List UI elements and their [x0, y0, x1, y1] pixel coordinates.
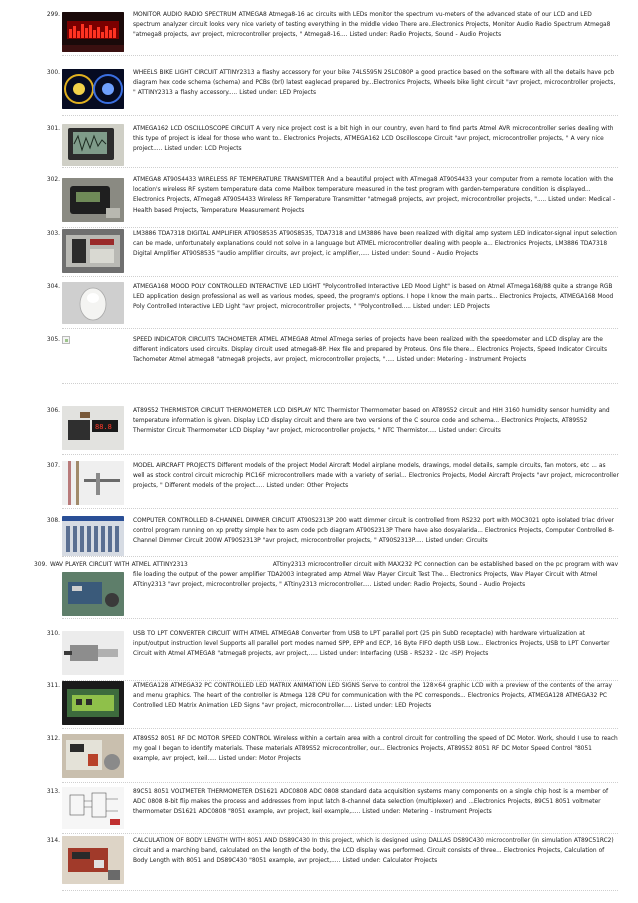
entry-title[interactable]: USB TO LPT CONVERTER CIRCUIT WITH ATMEL ATMEGA8	[133, 631, 300, 637]
entry-description	[133, 229, 619, 260]
list-item-311	[0, 681, 638, 733]
entry-number: 313.	[46, 789, 60, 795]
list-item-300	[0, 68, 638, 114]
entry-number: 310.	[46, 631, 60, 637]
entry-title[interactable]: MODEL AIRCRAFT PROJECTS	[133, 463, 216, 469]
divider	[62, 833, 618, 834]
divider	[62, 454, 618, 455]
entry-title[interactable]: AT89S52 8051 RF DC MOTOR SPEED CONTROL	[133, 736, 272, 742]
list-item-312	[0, 734, 638, 786]
entry-description	[133, 787, 619, 818]
bike-wheel-lights-photo	[62, 69, 124, 109]
thumbnail-image[interactable]	[62, 836, 124, 884]
list-item-314	[0, 836, 638, 894]
entry-title[interactable]: LM3886 TDA7318 DIGITAL AMPLIFIER AT90S8535	[133, 231, 278, 237]
entry-number: 307.	[46, 463, 60, 469]
entry-description	[133, 282, 619, 313]
thumbnail-image[interactable]	[62, 461, 124, 505]
divider	[62, 328, 618, 329]
entry-number: 314.	[46, 838, 60, 844]
usb-lpt-converter-photo	[62, 631, 124, 675]
entry-body: a flashy accessory for your bike 74LS595N 2SLC080P a good practice based on the software with all the details have pcb diagram hex code schema (schema) and PCBs (brl) latest eaglecad prepared by...Electronics Projects, Wheels bike light circuit "avr project, microcontroller projects, " ATTINY2313 a flashy accessory..... Listed under: LED Projects	[133, 70, 616, 97]
thumbnail-image[interactable]	[62, 229, 124, 273]
entry-number: 300.	[46, 70, 60, 76]
svg-text:88.8: 88.8	[95, 423, 112, 431]
divider	[62, 167, 618, 168]
entry-number: 303.	[46, 231, 60, 237]
voltmeter-schematic	[62, 787, 124, 829]
entry-body: In this project, which is designed using DALLAS DS89C430 microcontroller (in simulation AT89C51RC2) circuit and a marching band, calculated on the length of the body, the LCD display was performed. Circuit consists of three... Electronics Projects, Calculation of Body Length with 8051 and DS89C430 "8051 example, avr project,..... Listed under: Calculator Projects	[133, 838, 614, 865]
entry-body: ATtiny2313 microcontroller circuit with MAX232 PC connection can be established based on the pc program with wav file loading the output of the power amplifier TDA2003 integrated amp Atmel Wav Player Circuit Test The... Electronics Projects, Wav Player Circuit with Atmel ATtiny2313 "avr project, microcontroller projects, " ATtiny2313 microcontroller..... Listed under: Radio Projects, Sound - Audio Projects	[133, 562, 619, 589]
thumbnail-image[interactable]	[62, 282, 124, 324]
entry-number: 311.	[46, 683, 60, 689]
list-item-305	[0, 335, 638, 387]
thumbnail-image[interactable]	[62, 516, 124, 556]
entry-body: Atmel ATmega series of projects have been realized with the speedometer and LCD display are the different indicators used circuits. Display circuit used atmega8-8P. Hex file and prepared by Proteus. Ons file there... Electronics Projects, Speed Indicator Circuits Tachometer Atmel atmega8 "atmega8 projects, avr project, microcontroller projects, "..... Listed under: Metering - Instrument Projects	[133, 337, 607, 364]
entry-title[interactable]: ATMEGA162 LCD OSCILLOSCOPE CIRCUIT	[133, 126, 254, 132]
entry-body: AT90S8535, TDA7318 and LM3886 have been realized with digital amp system LED indicator-signal input selection can be made, unfortunately explanations could not solve in a language but ATMEL microcontroller dealing with people a... Electronics Projects, LM3886 TDA7318 Digital Amplifier AT90S8535 "audio amplifier circuits, avr project, ic amplifier,..... Listed under: Sound - Audio Projects	[133, 231, 617, 258]
entry-title[interactable]: ATMEGA128 ATMEGA32 PC CONTROLLED LED MATRIX ANIMATION LED SIGNS	[133, 683, 360, 689]
entry-number: 302.	[46, 177, 60, 183]
entry-body: "Polycontrolled Interactive LED Mood Light" is based on Atmel ATmega168/88 quite a strange RGB LED application design professional as well as various modes, speed, the program's options. I hope I know the main parts... Electronics Projects, ATMEGA168 Mood Poly Controlled Interactive LED Light "avr project, microcontroller projects, " "Polycontrolled..... Listed under: LED Projects	[133, 284, 614, 311]
thumbnail-image[interactable]	[62, 572, 124, 616]
divider	[62, 890, 618, 891]
divider	[62, 556, 618, 557]
temperature-transmitter-photo	[62, 178, 124, 222]
entry-number: 309.	[34, 562, 48, 568]
entry-number: 301.	[46, 126, 60, 132]
entry-title[interactable]: CALCULATION OF BODY LENGTH WITH 8051 AND DS89C430	[133, 838, 310, 844]
entry-number: 305.	[46, 337, 60, 343]
entry-body: NTC Thermistor Thermometer based on AT89S52 circuit and HIH 3160 humidity sensor humidity and temperature information is given. Display LCD display circuit and there are two versions of the C source code and schema... Electronics Projects, AT89S52 Thermistor Circuit Thermometer LCD Display "avr project, microcontroller projects, " NTC Thermistor..... Listed under: Circuits	[133, 408, 610, 435]
entry-body: Different models of the project Model Aircraft Model airplane models, drawings, model details, sample circuits, fan motors, etc ... as well as stock control circuit microchip PIC16F microcontrollers made with a variety of serial... Electronics Projects, Model Aircraft Projects "avr project, microcontroller projects, " Different models of the project..... Listed under: Other Projects	[133, 463, 619, 490]
entry-title[interactable]: AT89S52 THERMISTOR CIRCUIT THERMOMETER LCD DISPLAY	[133, 408, 312, 414]
entry-body: Wireless within a certain area with a control circuit for controlling the speed of DC Motor. Work, should I use to reach my goal I began to identify materials. These materials AT89S52 microcontroller, our... Electronics Projects, AT89S52 8051 RF DC Motor Speed Control "8051 example, avr project, keil..... Listed under: Motor Projects	[133, 736, 618, 763]
entry-description	[50, 560, 619, 591]
entry-title[interactable]: MONITOR AUDIO RADIO SPECTRUM ATMEGA8	[133, 12, 267, 18]
entry-description	[133, 124, 619, 155]
thumbnail-image[interactable]	[62, 631, 124, 675]
spectrum-analyzer-photo	[62, 12, 124, 52]
divider	[62, 728, 618, 729]
list-item-310	[0, 629, 638, 689]
entry-description	[133, 175, 619, 216]
broken-image-icon[interactable]	[62, 336, 70, 344]
list-item-304	[0, 282, 638, 328]
mood-light-photo	[62, 282, 124, 324]
list-item-303	[0, 229, 638, 277]
divider	[62, 618, 618, 619]
divider	[62, 55, 618, 56]
entry-title[interactable]: 89C51 8051 VOLTMETER THERMOMETER DS1621 ADC0808	[133, 789, 308, 795]
thumbnail-image[interactable]	[62, 406, 124, 450]
led-matrix-photo	[62, 681, 124, 725]
entry-title[interactable]: ATMEGA8 AT90S4433 WIRELESS RF TEMPERATURE TRANSMITTER	[133, 177, 325, 183]
model-aircraft-photo	[62, 461, 124, 505]
entry-body: Converter from USB to LPT parallel port (25 pin SubD receptacle) with hardware virtualization at input/output instruction level Supports all parallel port modes named SPP, EPP and ECP, 16 Byte FIFO depth USB Low... Electronics Projects, USB to LPT Converter Circuit with Atmel ATMEGA8 "atmega8 projects, avr project,..... Listed under: Interfacing (USB - RS232 - I2c -ISP) Projects	[133, 631, 610, 658]
entry-description	[133, 836, 619, 867]
entry-title[interactable]: ATMEGA168 MOOD POLY CONTROLLED INTERACTIVE LED LIGHT	[133, 284, 321, 290]
entry-title[interactable]: SPEED INDICATOR CIRCUITS TACHOMETER ATMEL ATMEGA8	[133, 337, 309, 343]
entry-description	[133, 335, 619, 366]
entry-description	[133, 68, 619, 99]
entry-description	[133, 681, 619, 712]
lcd-oscilloscope-photo	[62, 124, 124, 166]
entry-number: 312.	[46, 736, 60, 742]
body-length-circuit-photo	[62, 836, 124, 884]
entry-body: 200 watt dimmer circuit is controlled from RS232 port with MOC3021 opto isolated triac driver control program running on xp pretty simple hex to asm code pcb diagram AT90S2313P There have also dosyalarida... Electronics Projects, Computer Controlled 8-Channel Dimmer Circuit 200W AT90S2313P "avr project, microcontroller projects, " AT90S2313P..... Listed under: Circuits	[133, 518, 615, 545]
entry-number: 306.	[46, 408, 60, 414]
list-item-309	[0, 560, 638, 620]
list-item-299	[0, 10, 638, 56]
entry-description	[133, 461, 619, 492]
wav-player-circuit-photo	[62, 572, 124, 616]
list-item-301	[0, 124, 638, 170]
dc-motor-control-photo	[62, 734, 124, 778]
entry-number: 299.	[46, 12, 60, 18]
thumbnail-image[interactable]	[62, 787, 124, 829]
thumbnail-image[interactable]	[62, 12, 124, 52]
list-item-313	[0, 787, 638, 837]
thermometer-lcd-photo	[62, 406, 124, 450]
entry-description	[133, 734, 619, 765]
divider	[62, 383, 618, 384]
entry-description	[133, 516, 619, 547]
entry-title[interactable]: WAV PLAYER CIRCUIT WITH ATMEL ATTINY2313	[50, 562, 188, 568]
divider	[62, 782, 618, 783]
entry-number: 308.	[46, 518, 60, 524]
divider	[62, 276, 618, 277]
entry-number: 304.	[46, 284, 60, 290]
entry-body: A very nice project cost is a bit high in our country, even hard to find parts Atmel AVR microcontroller series dealing with this type of project is ideal for those who want to.. Electronics Projects, ATMEGA162 LCD Oscilloscope Circuit "avr project, microcontroller projects, " A very nice project..... Listed under: LCD Projects	[133, 126, 614, 153]
entry-body: Serve to control the 128×64 graphic LCD with a preview of the contents of the array and menu graphics. The heart of the controller is Atmega 128 CPU for communication with the PC corresponds... Electronics Projects, ATMEGA128 ATMEGA32 PC Controlled LED Matrix Animation LED Signs "avr project, microcontroller..... Listed under: LED Projects	[133, 683, 612, 710]
entry-body: Atmega8-16 ac circuits with LEDs monitor the spectrum vu-meters of the advanced state of our LCD and LED spectrum analyzer circuit looks very nice variety of testing everything in the middle video There are..Electronics Projects, Monitor Audio Radio Spectrum Atmega8 "atmega8 projects, avr project, microcontroller projects, " Atmega8-16.... Listed under: Radio Projects, Sound - Audio Projects	[133, 12, 611, 39]
entry-description	[133, 629, 619, 660]
entry-body: And a beautiful project with ATmega8 AT90S4433 your computer from a remote location with the location's wireless RF system temperature data come Mailbox temperature measured in the test program with garden-temperature condition is displayed... Electronics Projects, ATmega8 AT90S4433 Wireless RF Temperature Transmitter "atmega8 projects, avr project, microcontroller projects, "..... Listed under: Medical - Health based Projects, Temperature Measurement Projects	[133, 177, 616, 214]
entry-title[interactable]: COMPUTER CONTROLLED 8-CHANNEL DIMMER CIRCUIT AT90S2313P	[133, 518, 334, 524]
thumbnail-image[interactable]	[62, 124, 124, 166]
list-item-306	[0, 406, 638, 458]
thumbnail-image[interactable]	[62, 178, 124, 222]
thumbnail-image[interactable]	[62, 681, 124, 725]
dimmer-software-screenshot	[62, 516, 124, 556]
thumbnail-image[interactable]	[62, 69, 124, 109]
entry-description	[133, 406, 619, 437]
entry-description	[133, 10, 619, 41]
divider	[62, 115, 618, 116]
divider	[62, 227, 618, 228]
entry-title[interactable]: WHEELS BIKE LIGHT CIRCUIT ATTINY2313	[133, 70, 255, 76]
thumbnail-image[interactable]	[62, 734, 124, 778]
divider	[62, 508, 618, 509]
entry-body: ADC 0808 standard data acquisition systems many components on a single chip host is a member of ADC 0808 8-bit flip makes the process and addresses from input latch 8-channel data selection (multiplexer) and ...Electronics Projects, 89C51 8051 voltmeter thermometer DS1621 ADC0808 "8051 example, avr project, keil example,..... Listed under: Metering - Instrument Projects	[133, 789, 608, 816]
list-item-307	[0, 461, 638, 513]
list-item-302	[0, 175, 638, 223]
digital-amplifier-photo	[62, 229, 124, 273]
